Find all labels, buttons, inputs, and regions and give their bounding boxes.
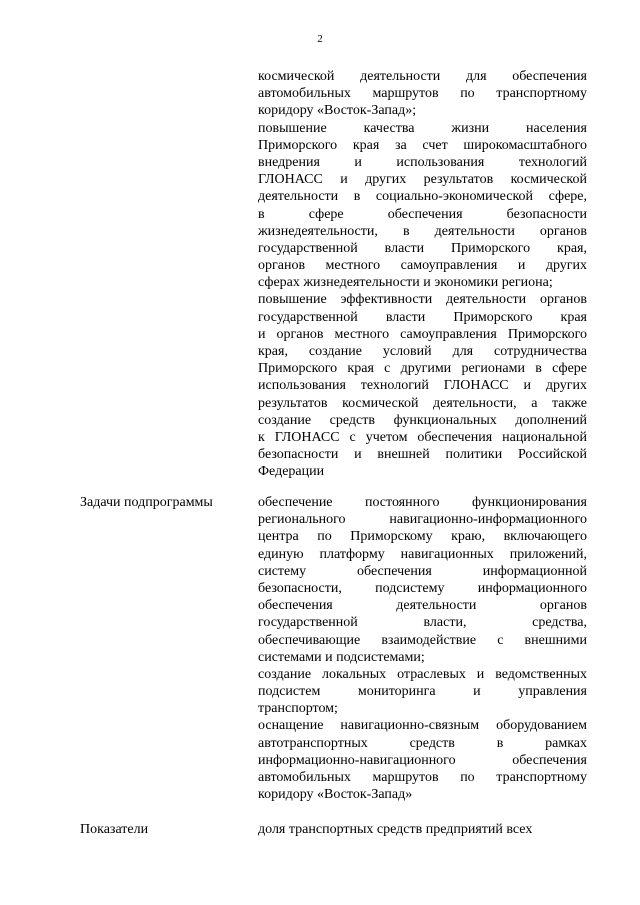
text-line: единую платформу навигационных приложений, bbox=[258, 546, 587, 562]
text-line: коридору «Восток-Запад» bbox=[258, 787, 413, 803]
text-line: центра по Приморскому краю, включающего bbox=[258, 529, 587, 545]
text-line: органов местного самоуправления и других bbox=[258, 258, 587, 274]
text-line: жизнедеятельности, в деятельности органов bbox=[258, 223, 587, 239]
text-line: создание локальных отраслевых и ведомственных bbox=[258, 666, 587, 682]
text-line: в сфере обеспечения безопасности bbox=[258, 206, 587, 222]
text-line: ГЛОНАСС и других результатов космической bbox=[258, 172, 587, 188]
text-line: Приморского края за счет широкомасштабного bbox=[258, 137, 587, 153]
text-line: создание средств функциональных дополнений bbox=[258, 412, 587, 428]
text-line: обеспечения деятельности органов bbox=[258, 598, 587, 614]
text-line: края, создание условий для сотрудничества bbox=[258, 344, 587, 359]
text-line: и органов местного самоуправления Приморского bbox=[258, 326, 587, 342]
text-line: государственной власти Приморского края bbox=[258, 309, 587, 325]
text-line: безопасности и внешней политики Российской bbox=[258, 447, 587, 463]
text-line: внедрения и использования технологий bbox=[258, 154, 587, 170]
text-line: государственной власти, средства, bbox=[258, 615, 587, 631]
text-line: к ГЛОНАСС с учетом обеспечения национальной bbox=[258, 429, 587, 445]
text-line: доля транспортных средств предприятий всех bbox=[258, 822, 533, 837]
text-line: повышение эффективности деятельности органов bbox=[258, 292, 587, 308]
text-line: космической деятельности для обеспечения bbox=[258, 69, 587, 84]
text-line: автомобильных маршрутов по транспортному bbox=[258, 86, 587, 102]
text-line: системами и подсистемами; bbox=[258, 649, 425, 665]
text-line: Федерации bbox=[258, 464, 325, 480]
section-content bbox=[258, 494, 587, 803]
text-line: повышение качества жизни населения bbox=[258, 120, 587, 136]
text-line: использования технологий ГЛОНАСС и других bbox=[258, 378, 587, 394]
text-line: транспортом; bbox=[258, 701, 338, 717]
text-line: автомобильных маршрутов по транспортному bbox=[258, 770, 587, 785]
text-line: автотранспортных средств в рамках bbox=[258, 735, 587, 751]
text-line: результатов космической деятельности, а также bbox=[258, 395, 587, 411]
page-number: 2 bbox=[317, 33, 323, 45]
text-line: обеспечивающие взаимодействие с внешними bbox=[258, 632, 587, 648]
text-line: деятельности в социально-экономической сфере, bbox=[258, 189, 587, 205]
text-line: оснащение навигационно-связным оборудованием bbox=[258, 718, 587, 734]
text-line: подсистем мониторинга и управления bbox=[258, 684, 587, 700]
text-line: государственной власти Приморского края, bbox=[258, 240, 587, 256]
text-line: систему обеспечения информационной bbox=[258, 563, 587, 579]
text-line: Приморского края с другими регионами в сфере bbox=[258, 361, 587, 377]
section-content bbox=[258, 68, 587, 481]
section-label: Показатели bbox=[80, 822, 149, 837]
text-line: обеспечение постоянного функционирования bbox=[258, 495, 587, 510]
text-line: сферах жизнедеятельности и экономики региона; bbox=[258, 275, 553, 291]
section-content bbox=[258, 821, 587, 838]
text-line: безопасности, подсистему информационного bbox=[258, 580, 587, 596]
section-label: Задачи подпрограммы bbox=[80, 495, 213, 510]
text-line: регионального навигационно-информационного bbox=[258, 512, 587, 528]
text-line: информационно-навигационного обеспечения bbox=[258, 752, 587, 768]
text-line: коридору «Восток-Запад»; bbox=[258, 103, 417, 119]
